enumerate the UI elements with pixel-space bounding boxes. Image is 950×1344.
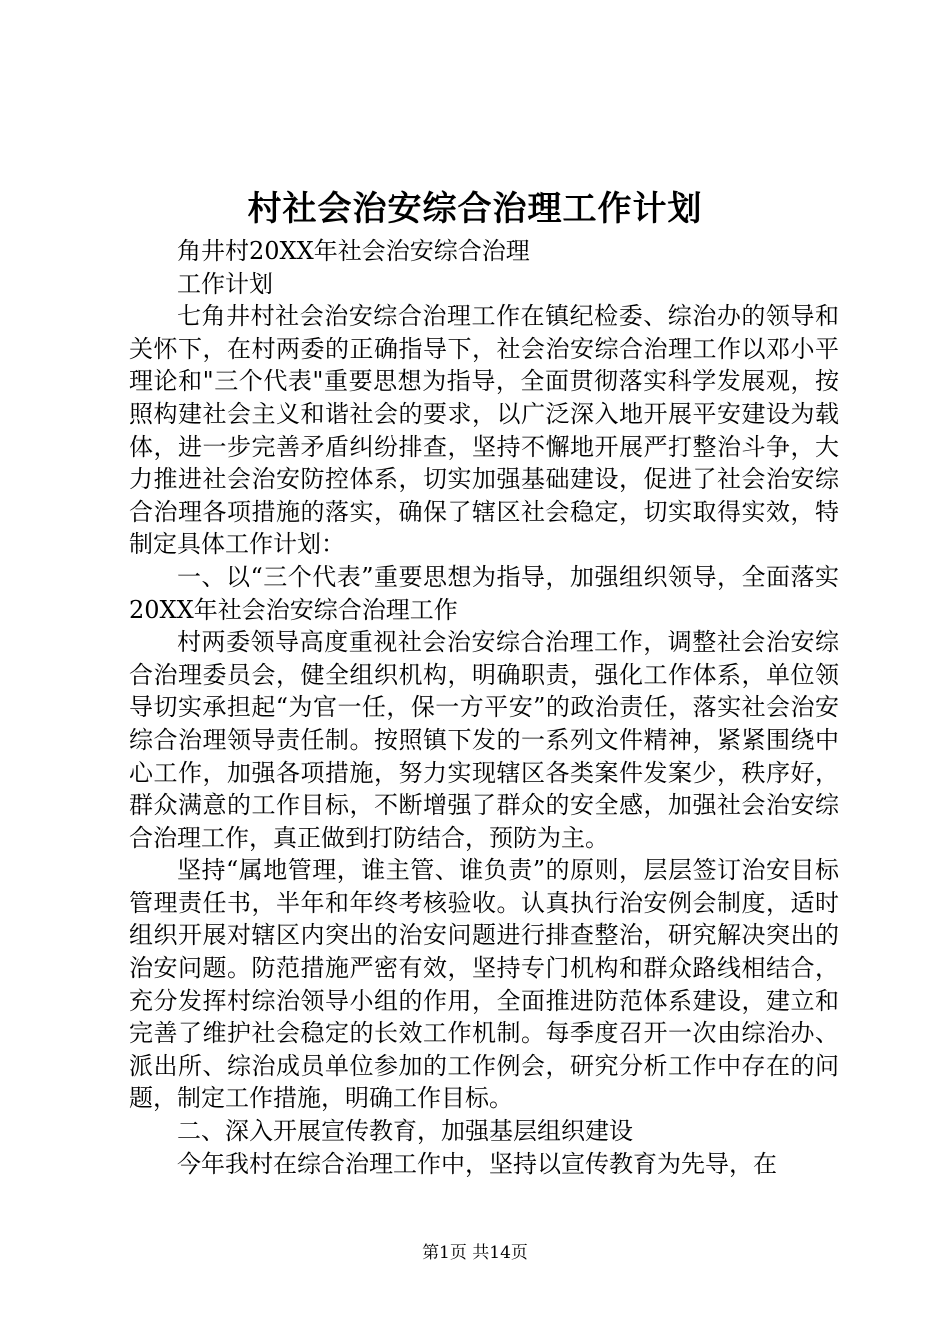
paragraph-section-1-b: 坚持“属地管理，谁主管、谁负责”的原则，层层签订治安目标管理责任书，半年和年终考核验收。认真执行治安例会制度，适时组织开展对辖区内突出的治安问题进行排查整治，研究解决突出的治安问题。防范措施严密有效，坚持专门机构和群众路线相结合，充分发挥村综治领导小组的作用，全面推进防范体系建设，建立和完善了维护社会稳定的长效工作机制。每季度召开一次由综治办、派出所、综治成员单位参加的工作例会，研究分析工作中存在的问题，制定工作措施，明确工作目标。 [129, 856, 839, 1113]
page-number-footer: 第1页 共14页 [422, 1243, 528, 1263]
section-heading-2: 二、深入开展宣传教育，加强基层组织建设 [177, 1117, 633, 1146]
paragraph-section-1-a: 村两委领导高度重视社会治安综合治理工作，调整社会治安综合治理委员会，健全组织机构，明确职责，强化工作体系，单位领导切实承担起“为官一任，保一方平安”的政治责任，落实社会治安综合治理领导责任制。按照镇下发的一系列文件精神，紧紧围绕中心工作，加强各项措施，努力实现辖区各类案件发案少，秩序好，群众满意的工作目标，不断增强了群众的安全感，加强社会治安综合治理工作，真正做到打防结合，预防为主。 [129, 628, 839, 852]
document-title: 村社会治安综合治理工作计划 [247, 189, 703, 229]
paragraph-intro: 七角井村社会治安综合治理工作在镇纪检委、综治办的领导和关怀下，在村两委的正确指导下，社会治安综合治理工作以邓小平理论和"三个代表"重要思想为指导，全面贯彻落实科学发展观，按照构建社会主义和谐社会的要求，以广泛深入地开展平安建设为载体，进一步完善矛盾纠纷排查，坚持不懈地开展严打整治斗争，大力推进社会治安防控体系，切实加强基础建设，促进了社会治安综合治理各项措施的落实，确保了辖区社会稳定，切实取得实效，特制定具体工作计划： [129, 302, 839, 559]
paragraph-subtitle-line-2: 工作计划 [177, 269, 273, 298]
document-body [129, 235, 839, 1180]
paragraph-subtitle-line-1: 角井村20XX年社会治安综合治理 [177, 237, 530, 265]
paragraph-section-2-a: 今年我村在综合治理工作中，坚持以宣传教育为先导，在 [177, 1149, 777, 1178]
section-heading-1: 一、以“三个代表”重要思想为指导，加强组织领导，全面落实20XX年社会治安综合治理工作 [129, 562, 839, 624]
